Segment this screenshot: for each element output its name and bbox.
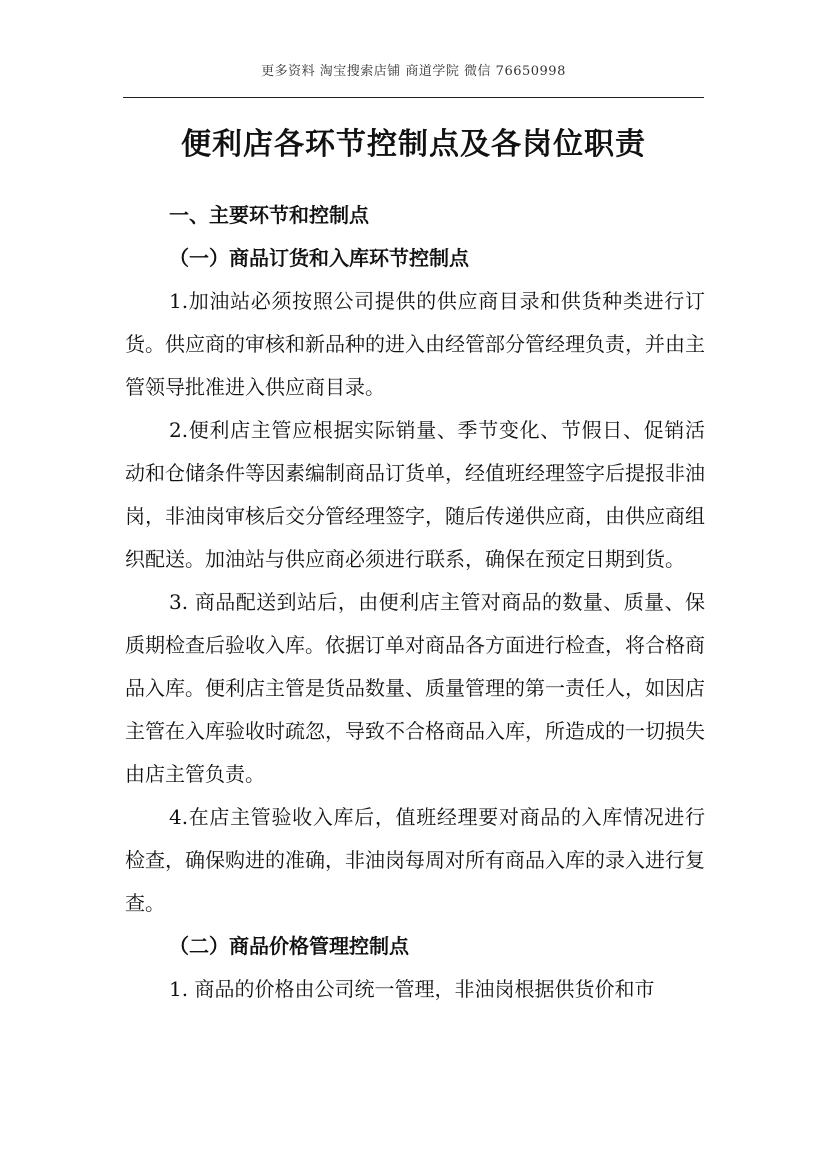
subsection-heading-pricing: （二）商品价格管理控制点 — [169, 934, 409, 958]
header-divider — [123, 97, 704, 98]
header-note: 更多资料 淘宝搜索店铺 商道学院 微信 76650998 — [261, 64, 566, 79]
paragraph: 4.在店主管验收入库后，值班经理要对商品的入库情况进行检查，确保购进的准确，非油岗每周对所有商品入库的录入进行复查。 — [125, 805, 705, 915]
paragraph: 3. 商品配送到站后，由便利店主管对商品的数量、质量、保质期检查后验收入库。依据订单对商品各方面进行检查，将合格商品入库。便利店主管是货品数量、质量管理的第一责任人，如因店主管在入库验收时疏忽，导致不合格商品入库，所造成的一切损失由店主管负责。 — [125, 590, 705, 786]
subsection-heading-ordering: （一）商品订货和入库环节控制点 — [169, 246, 469, 270]
document-body — [125, 194, 705, 1011]
document-title: 便利店各环节控制点及各岗位职责 — [181, 127, 646, 163]
paragraph: 1. 商品的价格由公司统一管理，非油岗根据供货价和市 — [169, 977, 655, 1001]
section-heading: 一、主要环节和控制点 — [169, 203, 369, 227]
paragraph: 2.便利店主管应根据实际销量、季节变化、节假日、促销活动和仓储条件等因素编制商品订货单，经值班经理签字后提报非油岗，非油岗审核后交分管经理签字，随后传递供应商，由供应商组织配送。加油站与供应商必须进行联系，确保在预定日期到货。 — [125, 418, 705, 571]
paragraph: 1.加油站必须按照公司提供的供应商目录和供货种类进行订货。供应商的审核和新品种的进入由经管部分管经理负责，并由主管领导批准进入供应商目录。 — [125, 289, 705, 399]
